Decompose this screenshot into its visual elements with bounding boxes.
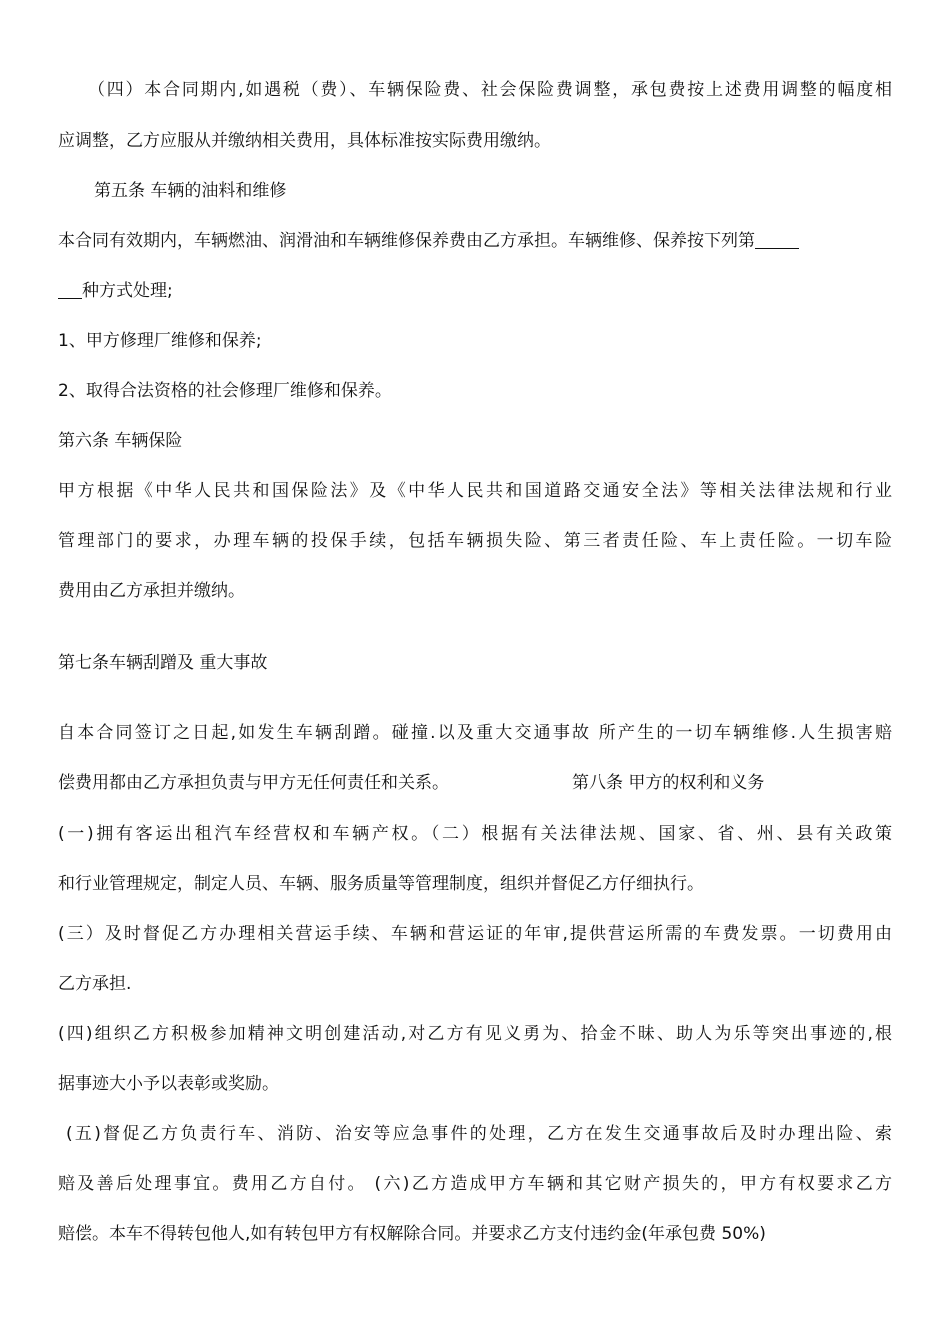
- paragraph-line: 自本合同签订之日起,如发生车辆刮蹭。碰撞.以及重大交通事故 所产生的一切车辆维修.人生损害赔: [58, 723, 892, 743]
- paragraph-line: 管理部门的要求，办理车辆的投保手续，包括车辆损失险、第三者责任险、车上责任险。一切车险: [58, 531, 892, 551]
- paragraph-text: 本合同有效期内，车辆燃油、润滑油和车辆维修保养费由乙方承担。车辆维修、保养按下列第: [58, 231, 755, 251]
- article-7-heading: 第七条车辆刮蹭及 重大事故: [58, 653, 268, 673]
- list-item: 1、甲方修理厂维修和保养;: [58, 331, 262, 351]
- paragraph-line: 偿费用都由乙方承担负责与甲方无任何责任和关系。: [58, 773, 449, 793]
- paragraph-line: 甲方根据《中华人民共和国保险法》及《中华人民共和国道路交通安全法》等相关法律法规和行业: [58, 481, 892, 501]
- article-6-heading: 第六条 车辆保险: [58, 431, 183, 451]
- blank-underline: [755, 230, 799, 249]
- paragraph-line: (一)拥有客运出租汽车经营权和车辆产权。（二）根据有关法律法规、国家、省、州、县有关政策: [58, 824, 892, 844]
- list-item: 2、取得合法资格的社会修理厂维修和保养。: [58, 381, 392, 401]
- paragraph-line: (五)督促乙方负责行车、消防、治安等应急事件的处理，乙方在发生交通事故后及时办理出险、索: [66, 1124, 892, 1144]
- paragraph-line: 赔及善后处理事宜。费用乙方自付。 (六)乙方造成甲方车辆和其它财产损失的，甲方有权要求乙方: [58, 1174, 892, 1194]
- article-5-heading: 第五条 车辆的油料和维修: [94, 181, 287, 201]
- paragraph-line: [58, 276, 173, 301]
- paragraph-line: 应调整，乙方应服从并缴纳相关费用，具体标准按实际费用缴纳。: [58, 131, 551, 151]
- paragraph-text: 种方式处理;: [82, 281, 173, 301]
- paragraph-line: 乙方承担.: [58, 974, 132, 994]
- paragraph-line: 和行业管理规定，制定人员、车辆、服务质量等管理制度，组织并督促乙方仔细执行。: [58, 874, 704, 894]
- paragraph-line: (三）及时督促乙方办理相关营运手续、车辆和营运证的年审,提供营运所需的车费发票。一切费用由: [58, 924, 892, 944]
- blank-underline: [58, 280, 82, 299]
- paragraph-line: 据事迹大小予以表彰或奖励。: [58, 1074, 279, 1094]
- paragraph-line: 费用由乙方承担并缴纳。: [58, 581, 245, 601]
- paragraph-line: (四)组织乙方积极参加精神文明创建活动,对乙方有见义勇为、拾金不昧、助人为乐等突出事迹的,根: [58, 1024, 892, 1044]
- paragraph-line: 赔偿。本车不得转包他人,如有转包甲方有权解除合同。并要求乙方支付违约金(年承包费 50%): [58, 1224, 766, 1244]
- paragraph-line: （四）本合同期内,如遇税（费）、车辆保险费、社会保险费调整，承包费按上述费用调整的幅度相: [88, 80, 892, 100]
- article-8-heading: 第八条 甲方的权利和义务: [572, 773, 765, 793]
- paragraph-line: [58, 226, 799, 251]
